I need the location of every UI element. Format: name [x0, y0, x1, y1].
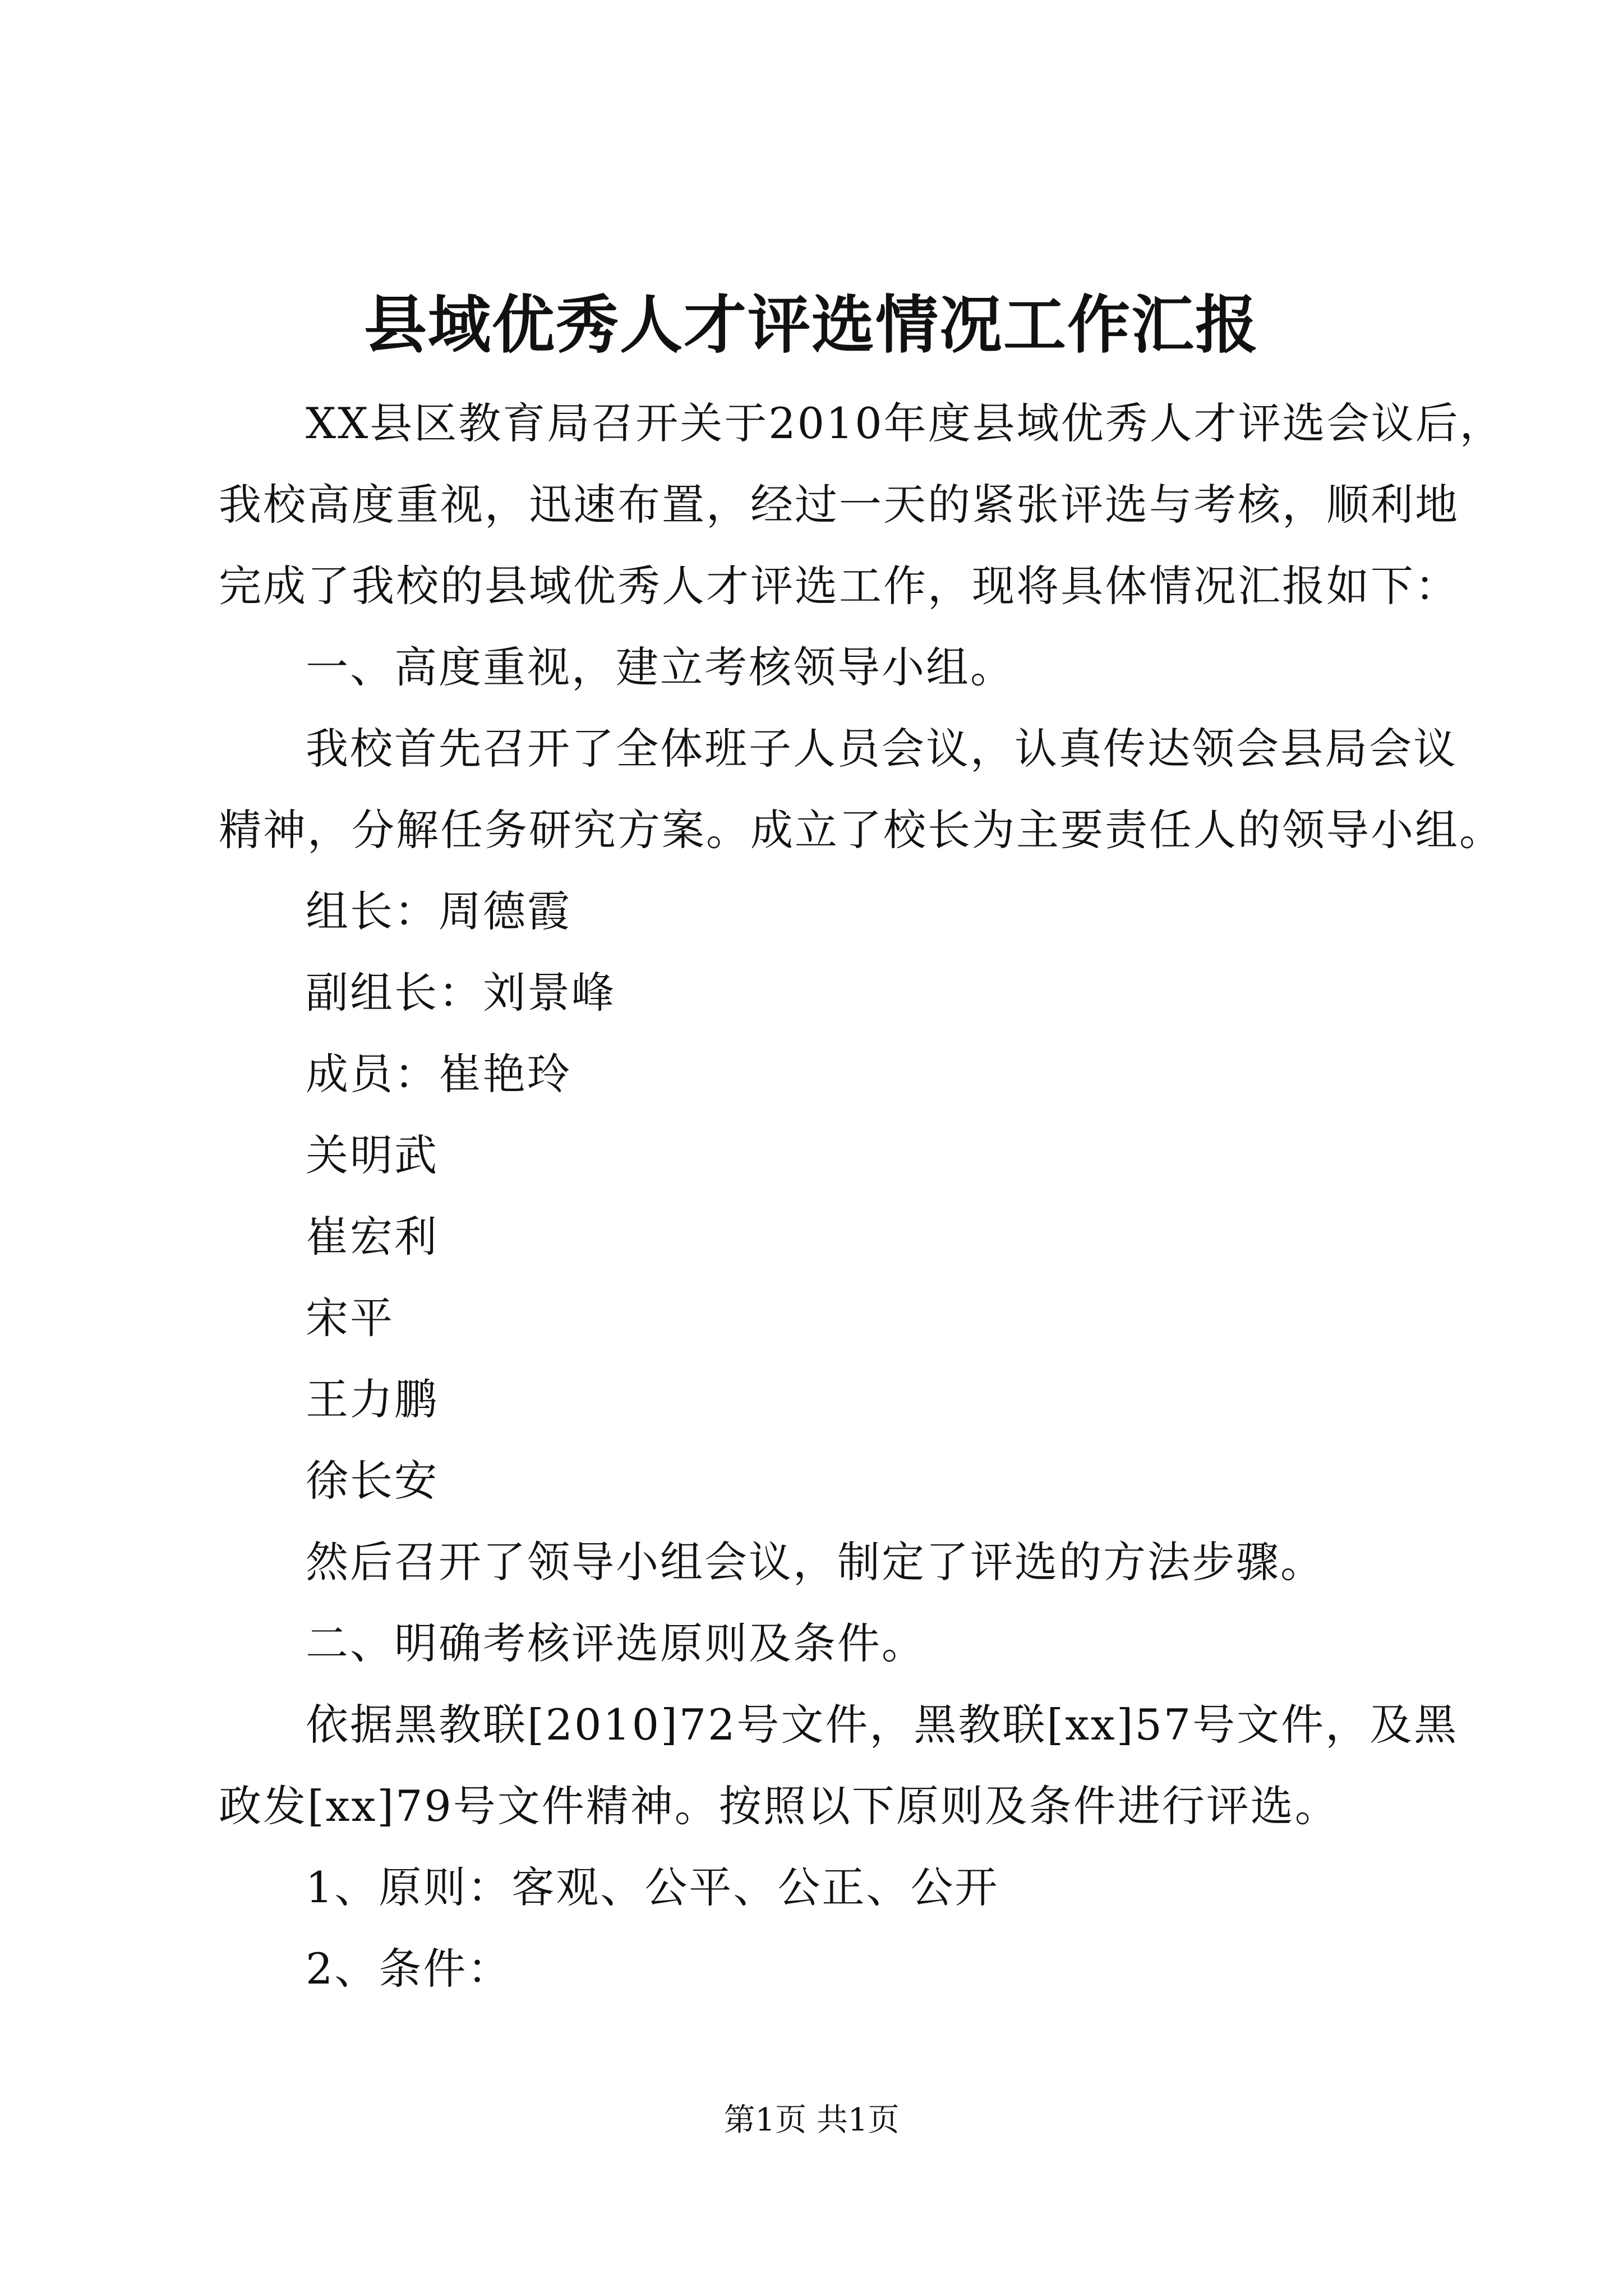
- member-line: 副组长：刘景峰: [306, 968, 616, 1018]
- paragraph-line: 我校高度重视，迅速布置，经过一天的紧张评选与考核，顺利地: [219, 480, 1459, 530]
- paragraph-line: 然后召开了领导小组会议，制定了评选的方法步骤。: [306, 1537, 1325, 1587]
- member-line: 崔宏利: [306, 1212, 439, 1262]
- list-item: 2、条件：: [306, 1944, 512, 1994]
- paragraph-line: 依据黑教联[2010]72号文件，黑教联[xx]57号文件，及黑: [306, 1700, 1459, 1750]
- member-line: 王力鹏: [306, 1374, 439, 1424]
- member-line: 组长：周德霞: [306, 886, 571, 936]
- paragraph-line: 完成了我校的县域优秀人才评选工作，现将具体情况汇报如下：: [219, 561, 1459, 611]
- page-footer: 第1页 共1页: [723, 2102, 900, 2138]
- section-heading: 一、高度重视，建立考核领导小组。: [306, 642, 1015, 692]
- paragraph-line: 我校首先召开了全体班子人员会议，认真传达领会县局会议: [306, 724, 1458, 774]
- paragraph-line: 精神，分解任务研究方案。成立了校长为主要责任人的领导小组。: [219, 805, 1504, 855]
- member-line: 宋平: [306, 1293, 394, 1343]
- paragraph-line: XX县区教育局召开关于2010年度县域优秀人才评选会议后，: [306, 398, 1504, 448]
- section-heading: 二、明确考核评选原则及条件。: [306, 1618, 926, 1668]
- member-line: 成员：崔艳玲: [306, 1049, 571, 1099]
- list-item: 1、原则：客观、公平、公正、公开: [306, 1862, 999, 1912]
- paragraph-line: 政发[xx]79号文件精神。按照以下原则及条件进行评选。: [219, 1781, 1339, 1831]
- member-line: 关明武: [306, 1130, 439, 1180]
- member-line: 徐长安: [306, 1456, 439, 1506]
- document-title: 县域优秀人才评选情况工作汇报: [364, 288, 1259, 362]
